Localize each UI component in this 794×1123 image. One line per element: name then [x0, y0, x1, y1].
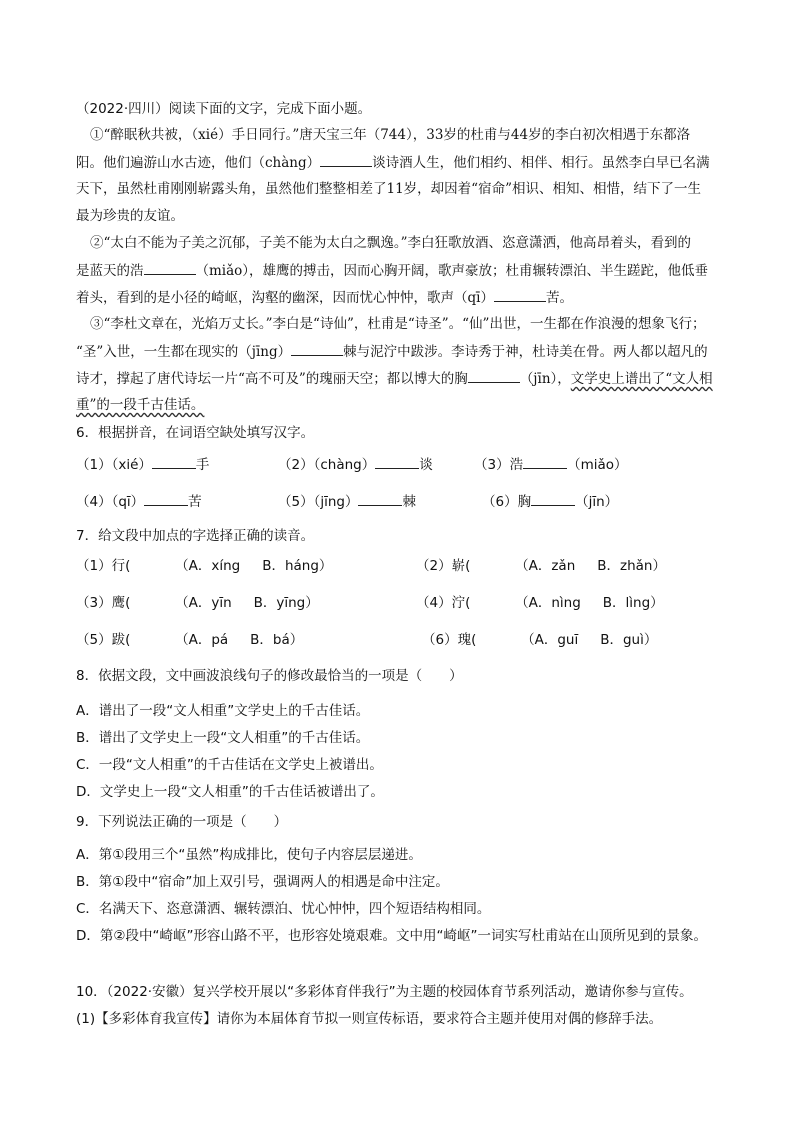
wavy-underlined-sentence: 重”的一段千古佳话。 [76, 397, 205, 413]
fill-blank[interactable] [144, 492, 188, 506]
option-a: （A．nìng [515, 595, 581, 611]
q8-option-b[interactable]: B．谱出了文学史上一段“文人相重”的千古佳话。 [76, 730, 370, 746]
option-a: （A．zǎn [515, 558, 576, 574]
option-a: （A．yīn [175, 595, 232, 611]
q9-option-a[interactable]: A．第①段用三个“虽然”构成排比，使句子内容层层递进。 [76, 847, 422, 863]
fill-blank[interactable] [152, 455, 196, 469]
passage-p2-line1: ②“太白不能为子美之沉郁，子美不能为太白之飘逸。”李白狂歌放酒、恣意潇洒，他高昂着头，看到的 [90, 235, 692, 251]
q7-item-1 [76, 557, 332, 575]
q7-item-char: 崭 [451, 558, 466, 574]
q6-stem: 6．根据拼音，在词语空缺处填写汉字。 [76, 425, 315, 441]
answer-paren[interactable]: ( [465, 595, 471, 611]
q6-item-1 [76, 455, 209, 474]
fill-blank[interactable] [144, 261, 196, 275]
option-b: B．yīng） [253, 595, 319, 611]
fill-blank[interactable] [320, 153, 372, 167]
q6-item-6 [482, 492, 618, 511]
option-b: B．lìng） [602, 595, 664, 611]
fill-blank[interactable] [358, 492, 402, 506]
q6-item-label: （5）（jīng） [278, 494, 359, 510]
passage-p3-line4 [76, 396, 204, 414]
q6-item-suffix: 谈 [419, 457, 433, 473]
passage-text: （miǎo），雄鹰的搏击，因而心胸开阔，歌声豪放；杜甫辗转漂泊、半生蹉跎，他低垂 [195, 263, 709, 279]
option-b: B．zhǎn） [597, 558, 666, 574]
q6-item-label: （4）（qī） [76, 494, 145, 510]
q6-item-5 [278, 492, 416, 511]
passage-text: 谈诗酒人生，他们相约、相伴、相行。虽然李白早已名满 [372, 155, 710, 171]
q7-item-number: （6） [422, 632, 458, 648]
q8-option-d[interactable]: D．文学史上一段“文人相重”的千古佳话被谱出了。 [76, 784, 384, 800]
fill-blank[interactable] [375, 455, 419, 469]
passage-p1-line4: 最为珍贵的友谊。 [76, 208, 184, 224]
wavy-underlined-sentence: 文学史上谱出了“文人相 [570, 371, 713, 387]
q6-item-3 [474, 455, 628, 474]
fill-blank[interactable] [531, 492, 575, 506]
option-a: （A．xíng [175, 558, 241, 574]
q6-item-label: （2）（chàng） [278, 457, 376, 473]
q7-item-char: 泞 [451, 595, 466, 611]
q7-item-char: 行 [111, 558, 126, 574]
passage-p3-line1: ③“李杜文章在，光焰万丈长。”李白是“诗仙”，杜甫是“诗圣”。“仙”出世，一生都在作浪漫的想象飞行； [90, 316, 706, 332]
q8-option-a[interactable]: A．谱出了一段“文人相重”文学史上的千古佳话。 [76, 703, 370, 719]
q9-option-d[interactable]: D．第②段中“崎岖”形容山路不平，也形容处境艰难。文中用“崎岖”一词实写杜甫站在山顶所见到的景象。 [76, 928, 707, 944]
passage-p1-line2 [76, 153, 710, 172]
fill-blank[interactable] [494, 288, 546, 302]
answer-paren[interactable]: ( [125, 595, 131, 611]
passage-text: 着头，看到的是小径的崎岖，沟壑的幽深，因而忧心忡忡，歌声（qī） [76, 290, 494, 306]
q8-option-c[interactable]: C．一段“文人相重”的千古佳话在文学史上被谱出。 [76, 757, 383, 773]
option-b: B．bá） [250, 632, 304, 648]
q7-item-3 [76, 594, 319, 612]
passage-p2-line2 [76, 261, 708, 280]
q6-item-suffix: （jīn） [575, 494, 619, 510]
question-source: （2022·四川） [76, 101, 169, 117]
q7-item-6 [422, 631, 657, 649]
q9-stem: 9．下列说法正确的一项是（ ） [76, 814, 288, 830]
q7-stem: 7．给文段中加点的字选择正确的读音。 [76, 528, 315, 544]
answer-paren[interactable]: ( [465, 558, 471, 574]
q7-item-char: 跋 [111, 632, 126, 648]
passage-text: 苦。 [545, 290, 573, 306]
passage-text: 棘与泥泞中跋涉。李诗秀于神，杜诗美在骨。两人都以超凡的 [343, 344, 708, 360]
passage-text: 诗才，撑起了唐代诗坛一片“高不可及”的瑰丽天空；都以博大的胸 [76, 371, 468, 387]
q7-item-number: （5） [76, 632, 112, 648]
q7-item-char: 鹰 [111, 595, 126, 611]
q7-item-number: （3） [76, 595, 112, 611]
passage-text: 阳。他们遍游山水古迹，他们（chàng） [76, 155, 321, 171]
passage-text: “圣”入世，一生都在现实的（jīng） [76, 344, 292, 360]
answer-paren[interactable]: ( [125, 632, 131, 648]
passage-p3-line2 [76, 342, 708, 361]
instruction-text: 阅读下面的文字，完成下面小题。 [168, 101, 372, 117]
intro-line [76, 100, 371, 118]
q6-item-suffix: （miǎo） [567, 457, 628, 473]
passage-p2-line3 [76, 288, 573, 307]
q6-item-suffix: 苦 [188, 494, 202, 510]
q6-item-suffix: 手 [195, 457, 210, 473]
option-a: （A．guī [521, 632, 579, 648]
q7-item-number: （2） [416, 558, 452, 574]
q6-item-label: （1）（xié） [76, 457, 152, 473]
q9-option-b[interactable]: B．第①段中“宿命”加上双引号，强调两人的相遇是命中注定。 [76, 874, 449, 890]
passage-text: 是蓝天的浩 [76, 263, 144, 279]
option-b: B．háng） [262, 558, 333, 574]
q6-item-2 [278, 455, 433, 474]
q6-item-label: （3）浩 [474, 457, 524, 473]
passage-text: （jīn）， [519, 371, 571, 387]
passage-p1-line1: ①“醉眠秋共被，（xié）手日同行。”唐天宝三年（744），33岁的杜甫与44岁的李白初次相遇于东都洛 [90, 127, 691, 143]
passage-p3-line3 [76, 369, 713, 388]
q7-item-number: （1） [76, 558, 112, 574]
fill-blank[interactable] [291, 342, 343, 356]
q10-sub1: (1)【多彩体育我宣传】请你为本届体育节拟一则宣传标语，要求符合主题并使用对偶的修辞手法。 [76, 1011, 663, 1027]
q7-item-char: 瑰 [457, 632, 472, 648]
q6-item-4 [76, 492, 202, 511]
answer-paren[interactable]: ( [471, 632, 477, 648]
q10-stem: 10．（2022·安徽）复兴学校开展以“多彩体育伴我行”为主题的校园体育节系列活动，邀请你参与宣传。 [76, 984, 693, 1000]
q7-item-2 [416, 557, 666, 575]
q7-item-number: （4） [416, 595, 452, 611]
passage-p1-line3: 天下，虽然杜甫刚刚崭露头角，虽然他们整整相差了11岁，却因着“宿命”相识、相知、相惜，结下了一生 [76, 181, 701, 197]
fill-blank[interactable] [468, 369, 520, 383]
answer-paren[interactable]: ( [125, 558, 131, 574]
q6-item-suffix: 棘 [402, 494, 416, 510]
q8-stem: 8．依据文段，文中画波浪线句子的修改最恰当的一项是（ ） [76, 668, 463, 684]
fill-blank[interactable] [523, 455, 567, 469]
option-a: （A．pá [175, 632, 229, 648]
q7-item-4 [416, 594, 664, 612]
q9-option-c[interactable]: C．名满天下、恣意潇洒、辗转漂泊、忧心忡忡，四个短语结构相同。 [76, 901, 491, 917]
option-b: B．guì） [600, 632, 658, 648]
q6-item-label: （6）胸 [482, 494, 532, 510]
q7-item-5 [76, 631, 303, 649]
